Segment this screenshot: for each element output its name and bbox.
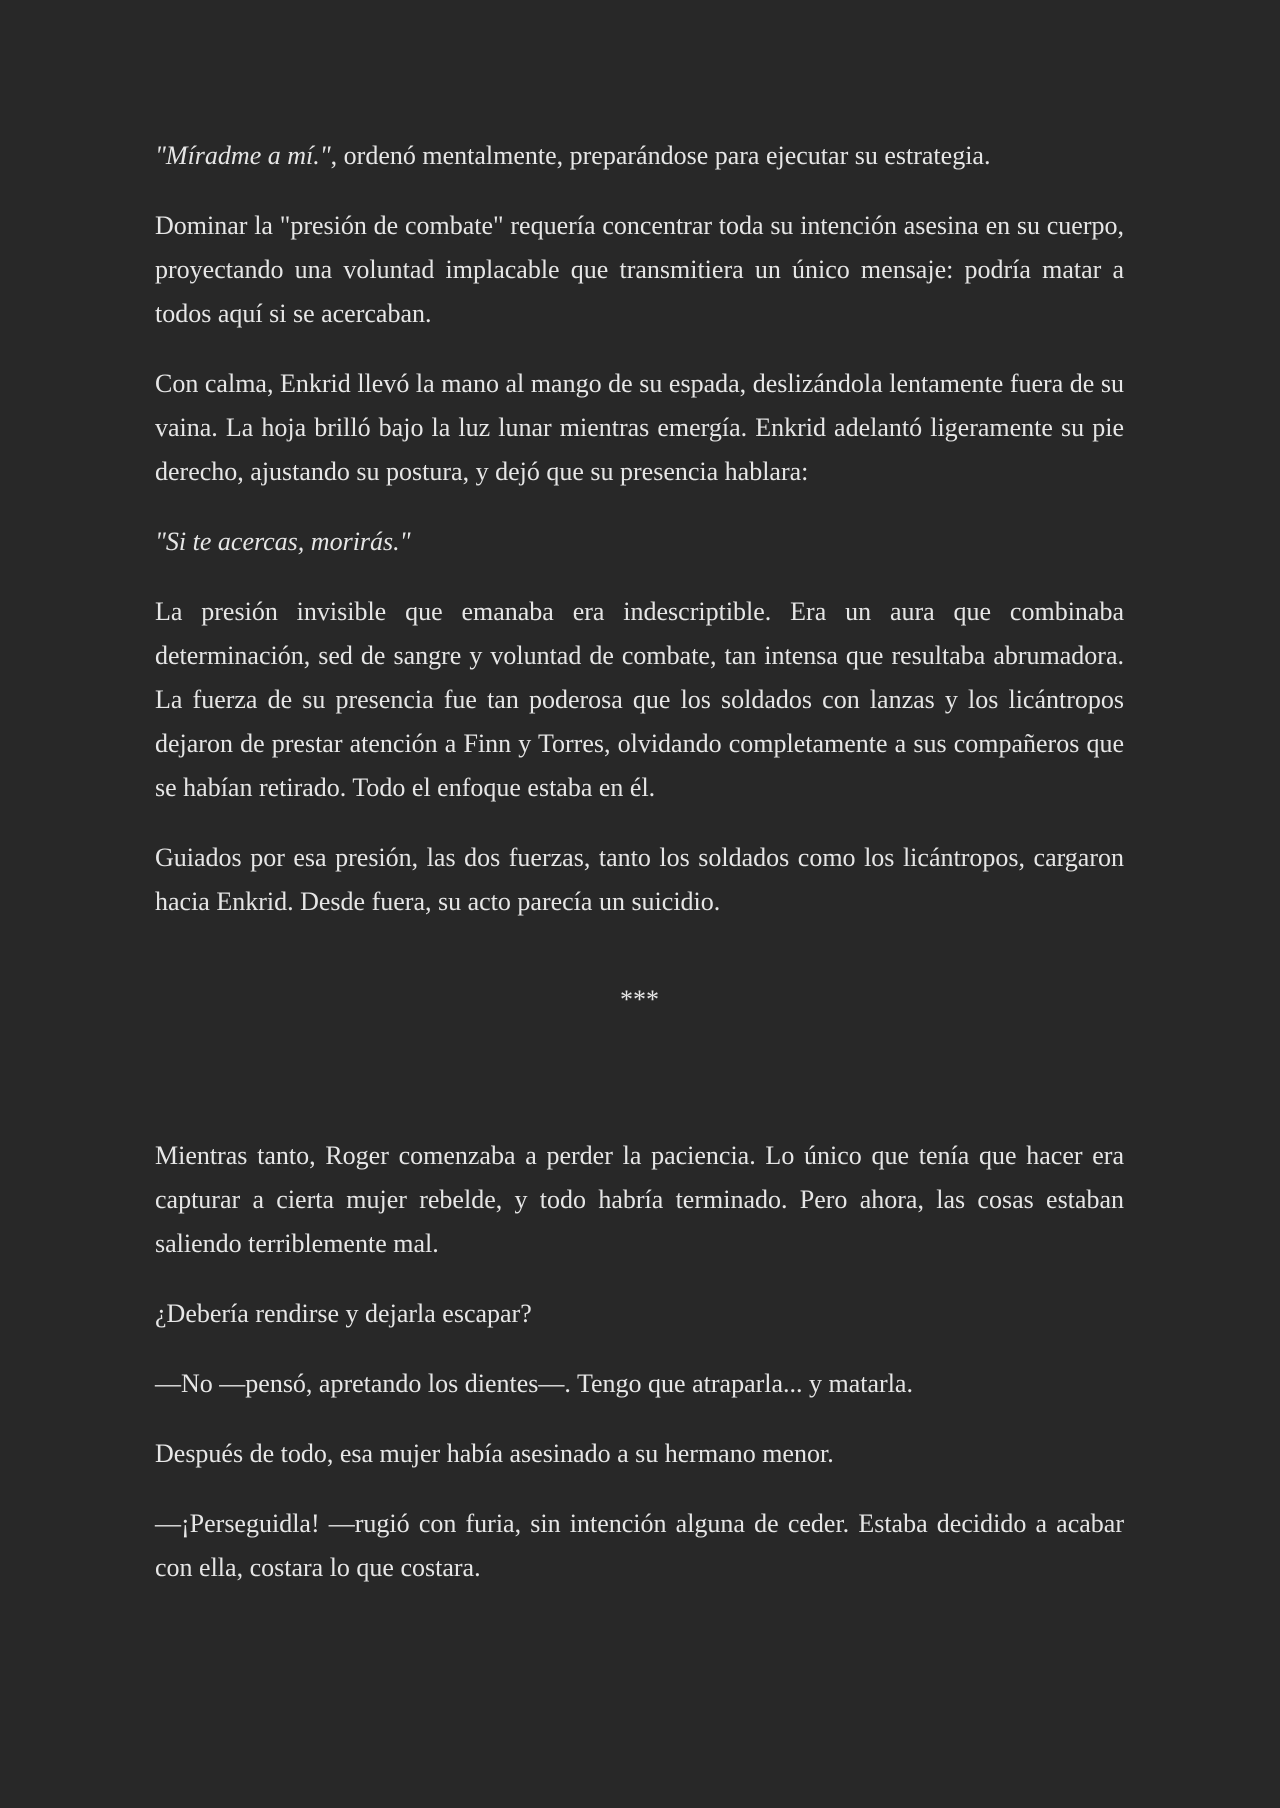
- paragraph-9: —No —pensó, apretando los dientes—. Tengo que atraparla... y matarla.: [155, 1369, 913, 1398]
- paragraph-6: Guiados por esa presión, las dos fuerzas, tanto los soldados como los licántropos, cargaron hacia Enkrid. Desde fuera, su acto parecía un suicidio.: [155, 843, 1124, 916]
- paragraph-10: Después de todo, esa mujer había asesinado a su hermano menor.: [155, 1439, 834, 1468]
- paragraph-3: Con calma, Enkrid llevó la mano al mango de su espada, deslizándola lentamente fuera de su vaina. La hoja brilló bajo la luz lunar mientras emergía. Enkrid adelantó ligeramente su pie derecho, ajustando su postura, y dejó que su presencia hablara:: [155, 369, 1124, 486]
- paragraph-2: Dominar la "presión de combate" requería concentrar toda su intención asesina en su cuerpo, proyectando una voluntad implacable que transmitiera un único mensaje: podría matar a todos aquí si se acercaban.: [155, 211, 1124, 328]
- paragraph-7: Mientras tanto, Roger comenzaba a perder la paciencia. Lo único que tenía que hacer era capturar a cierta mujer rebelde, y todo habría terminado. Pero ahora, las cosas estaban saliendo terriblemente mal.: [155, 1141, 1124, 1258]
- italic-thought: "Si te acercas, morirás.": [155, 527, 411, 556]
- paragraph-1: [155, 134, 1124, 178]
- scene-separator: ***: [620, 985, 659, 1014]
- paragraph-11: —¡Perseguidla! —rugió con furia, sin intención alguna de ceder. Estaba decidido a acabar con ella, costara lo que costara.: [155, 1509, 1124, 1582]
- document-body: [155, 134, 1124, 1590]
- paragraph-5: La presión invisible que emanaba era indescriptible. Era un aura que combinaba determinación, sed de sangre y voluntad de combate, tan intensa que resultaba abrumadora. La fuerza de su presencia fue tan poderosa que los soldados con lanzas y los licántropos dejaron de prestar atención a Finn y Torres, olvidando completamente a sus compañeros que se habían retirado. Todo el enfoque estaba en él.: [155, 597, 1124, 802]
- paragraph-1-text: , ordenó mentalmente, preparándose para ejecutar su estrategia.: [330, 141, 991, 170]
- italic-thought: "Míradme a mí.": [155, 141, 331, 170]
- paragraph-8: ¿Debería rendirse y dejarla escapar?: [155, 1299, 532, 1328]
- paragraph-4: [155, 520, 1124, 564]
